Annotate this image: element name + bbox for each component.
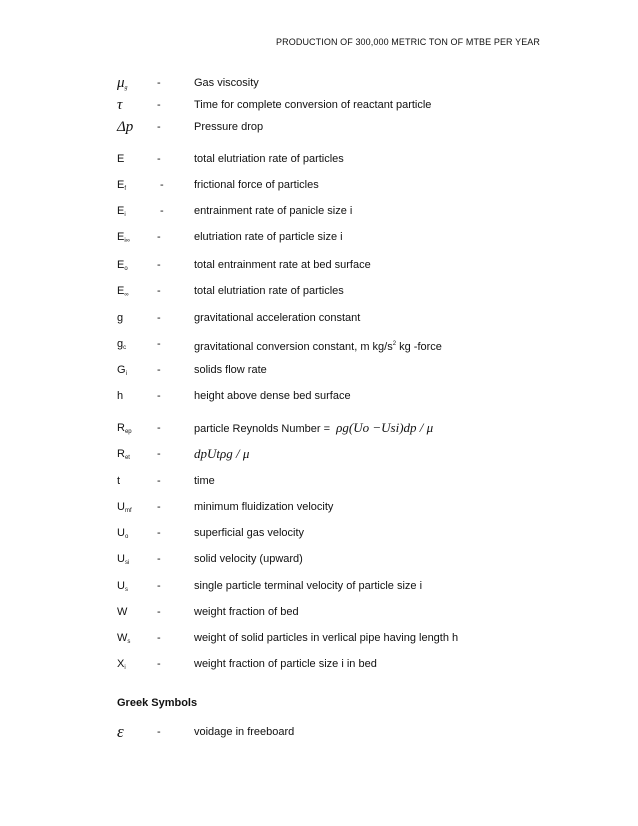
definition: total elutriation rate of particles bbox=[194, 153, 344, 165]
symbol: $W_s$ bbox=[117, 632, 131, 645]
symbol: $U_{si}$ bbox=[117, 553, 130, 566]
definition: gravitational conversion constant, m $kg/s^2$ kg -force bbox=[194, 341, 442, 353]
definition: solid velocity (upward) bbox=[194, 553, 303, 565]
symbol: ε bbox=[117, 722, 124, 741]
symbol: $G_i$ bbox=[117, 364, 127, 377]
definition: entrainment rate of panicle size i bbox=[194, 205, 353, 217]
definition: elutriation rate of particle size i bbox=[194, 231, 343, 243]
symbol: $g_c$ bbox=[117, 338, 127, 351]
dash: - bbox=[157, 153, 161, 165]
definition: weight fraction of particle size i in bed bbox=[194, 658, 377, 670]
symbol: $U_s$ bbox=[117, 580, 128, 593]
dash: - bbox=[157, 285, 161, 297]
dash: - bbox=[157, 77, 161, 89]
definition: Time for complete conversion of reactant particle bbox=[194, 99, 432, 111]
symbol: $U_o$ bbox=[117, 527, 129, 540]
definition: weight fraction of bed bbox=[194, 606, 299, 618]
section-heading-greek-symbols: Greek Symbols bbox=[117, 697, 198, 709]
dash: - bbox=[157, 580, 161, 592]
dash: - bbox=[157, 475, 161, 487]
dash: - bbox=[157, 448, 161, 460]
symbol: $E_f$ bbox=[117, 179, 127, 192]
symbol: τ bbox=[117, 97, 123, 113]
dash: - bbox=[157, 312, 161, 324]
definition: height above dense bed surface bbox=[194, 390, 351, 402]
definition: weight of solid particles in verlical pipe having length h bbox=[194, 632, 459, 644]
dash: - bbox=[157, 553, 161, 565]
dash: - bbox=[160, 179, 164, 191]
definition: superficial gas velocity bbox=[194, 527, 305, 539]
dash: - bbox=[157, 527, 161, 539]
definition: voidage in freeboard bbox=[194, 726, 295, 738]
symbol: $R_{et}$ bbox=[117, 448, 130, 461]
dash: - bbox=[157, 632, 161, 644]
dash: - bbox=[157, 338, 161, 350]
definition: particle Reynolds Number = ρg(Uo −Usi)dp / μ bbox=[194, 420, 434, 435]
definition: minimum fluidization velocity bbox=[194, 501, 334, 513]
dash: - bbox=[157, 390, 161, 402]
page-header: PRODUCTION OF 300,000 METRIC TON OF MTBE PER YEAR bbox=[276, 37, 540, 47]
symbol: $X_i$ bbox=[117, 658, 126, 671]
symbol: W bbox=[117, 606, 128, 618]
definition: Gas viscosity bbox=[194, 77, 259, 89]
definition: gravitational acceleration constant bbox=[194, 312, 361, 324]
definition: frictional force of particles bbox=[194, 179, 319, 191]
reynolds-formula: ρg(Uo −Usi)dp / μ bbox=[336, 420, 434, 435]
dash: - bbox=[157, 231, 161, 243]
dash: - bbox=[157, 121, 161, 133]
symbol: E bbox=[117, 153, 125, 165]
dash: - bbox=[157, 364, 161, 376]
symbol: Δp bbox=[117, 119, 134, 135]
symbol: $E_o$ bbox=[117, 259, 128, 272]
symbol: h bbox=[117, 390, 124, 402]
definition: time bbox=[194, 475, 215, 487]
symbol: g bbox=[117, 312, 124, 324]
dash: - bbox=[157, 259, 161, 271]
definition: Pressure drop bbox=[194, 121, 264, 133]
dash: - bbox=[157, 501, 161, 513]
dash: - bbox=[157, 658, 161, 670]
dash: - bbox=[157, 422, 161, 434]
symbol: $R_{ep}$ bbox=[117, 422, 132, 435]
symbol: $E_i$ bbox=[117, 205, 126, 218]
definition: single particle terminal velocity of particle size i bbox=[194, 580, 423, 592]
symbol: t bbox=[117, 475, 121, 487]
definition: solids flow rate bbox=[194, 364, 267, 376]
dash: - bbox=[157, 726, 161, 738]
dash: - bbox=[157, 606, 161, 618]
terminal-reynolds-formula: dpUtρg / μ bbox=[194, 446, 250, 461]
dash: - bbox=[160, 205, 164, 217]
definition: total elutriation rate of particles bbox=[194, 285, 344, 297]
symbol: $U_{mf}$ bbox=[117, 501, 132, 514]
symbol: $E_\infty$ bbox=[117, 285, 129, 298]
dash: - bbox=[157, 99, 161, 111]
symbol: $E_{i\infty}$ bbox=[117, 231, 130, 244]
definition: total entrainment rate at bed surface bbox=[194, 259, 371, 271]
symbol: $\mu_g$ bbox=[117, 75, 128, 91]
